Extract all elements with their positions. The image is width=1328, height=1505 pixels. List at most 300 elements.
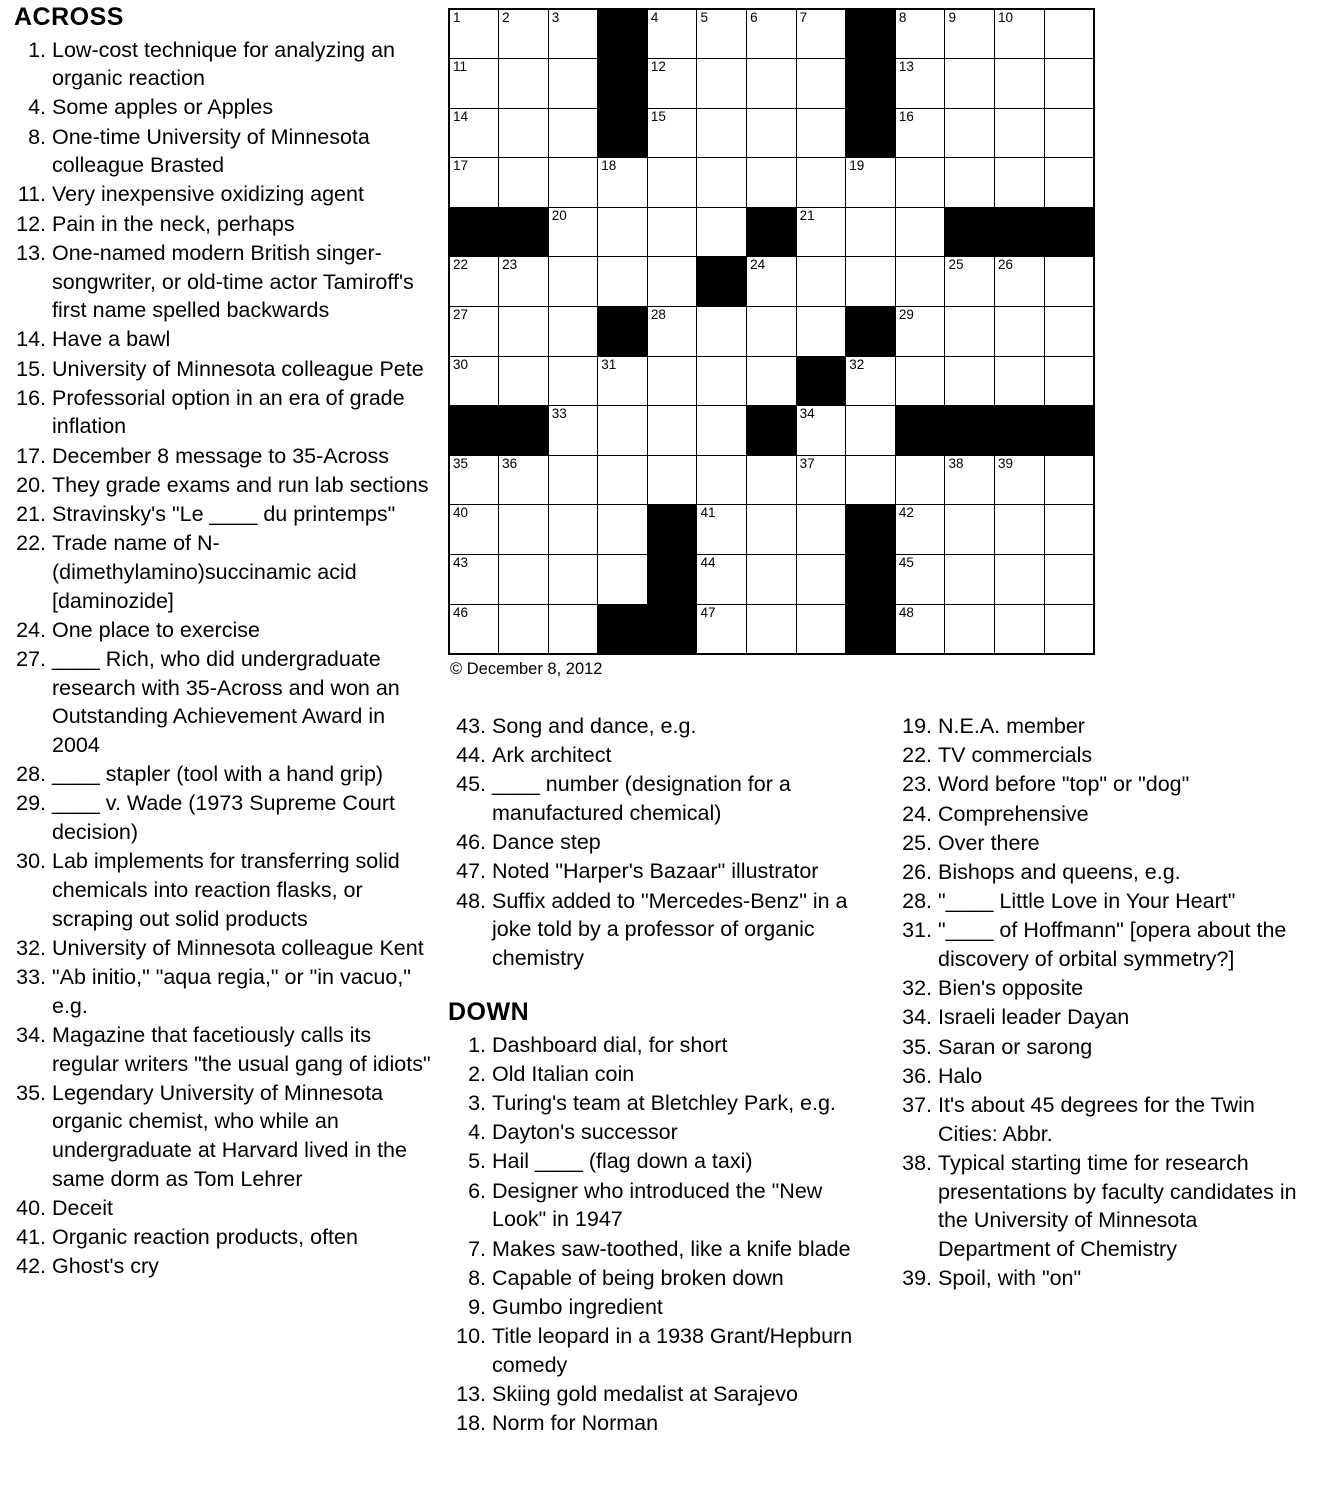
grid-row — [449, 307, 1094, 357]
grid-row — [449, 158, 1094, 208]
grid-cell[interactable] — [697, 555, 747, 605]
grid-cell[interactable] — [796, 108, 846, 158]
grid-cell[interactable] — [747, 108, 797, 158]
grid-row — [449, 59, 1094, 109]
clue-number: 36. — [902, 1063, 932, 1088]
grid-cell-block — [598, 59, 648, 109]
clue-number: 34. — [902, 1005, 932, 1030]
grid-cell[interactable] — [747, 505, 797, 555]
grid-cell[interactable] — [747, 356, 797, 406]
clue-number: 27. — [16, 646, 46, 671]
grid-cell[interactable] — [895, 9, 945, 59]
clue-text: One-time University of Minnesota colleague Brasted — [52, 124, 370, 178]
clue-text: Spoil, with "on" — [938, 1266, 1082, 1291]
grid-cell[interactable] — [598, 406, 648, 456]
clue-number: 5. — [468, 1149, 486, 1174]
grid-cell[interactable] — [796, 257, 846, 307]
clue-number: 26. — [902, 859, 932, 884]
clue-text: Some apples or Apples — [52, 95, 274, 120]
grid-cell-number: 37 — [799, 455, 815, 471]
grid-cell[interactable] — [499, 307, 549, 357]
grid-cell[interactable] — [895, 505, 945, 555]
grid-cell[interactable] — [449, 59, 499, 109]
grid-cell-block — [846, 108, 896, 158]
clue-item — [8, 36, 433, 93]
grid-cell[interactable] — [449, 604, 499, 654]
clue-text: Norm for Norman — [492, 1411, 659, 1436]
grid-cell[interactable] — [449, 9, 499, 59]
grid-cell[interactable] — [1044, 257, 1094, 307]
clue-number: 48. — [456, 888, 486, 913]
clue-item — [8, 789, 433, 846]
clue-number: 37. — [902, 1092, 932, 1117]
grid-cell[interactable] — [548, 356, 598, 406]
grid-cell[interactable] — [995, 455, 1045, 505]
grid-cell[interactable] — [747, 59, 797, 109]
grid-cell[interactable] — [499, 257, 549, 307]
grid-cell-number: 2 — [502, 10, 510, 25]
grid-cell[interactable] — [945, 9, 995, 59]
grid-cell[interactable] — [1044, 356, 1094, 406]
grid-cell[interactable] — [747, 9, 797, 59]
clue-item — [448, 712, 878, 741]
clue-text: Old Italian coin — [492, 1061, 635, 1086]
grid-cell[interactable] — [697, 9, 747, 59]
clue-item — [894, 1033, 1304, 1062]
grid-cell[interactable] — [796, 555, 846, 605]
grid-cell-number: 22 — [453, 257, 469, 273]
grid-cell[interactable] — [895, 257, 945, 307]
grid-cell[interactable] — [846, 158, 896, 208]
grid-cell[interactable] — [647, 158, 697, 208]
grid-cell[interactable] — [548, 455, 598, 505]
grid-cell[interactable] — [895, 207, 945, 257]
grid-cell[interactable] — [449, 108, 499, 158]
grid-cell-number: 15 — [650, 108, 666, 124]
clue-number: 44. — [456, 743, 486, 768]
down-clue-list-continued — [894, 712, 1304, 1293]
grid-cell[interactable] — [647, 356, 697, 406]
grid-cell-number: 28 — [650, 307, 666, 323]
clue-text: Dayton's successor — [492, 1120, 678, 1145]
grid-cell-number: 30 — [453, 356, 469, 372]
clue-item — [448, 1235, 878, 1264]
clue-number: 11. — [17, 182, 46, 207]
grid-cell[interactable] — [895, 59, 945, 109]
clue-item — [8, 1194, 433, 1223]
grid-cell-number: 40 — [453, 505, 469, 521]
clue-number: 28. — [902, 889, 932, 914]
grid-cell-number: 38 — [948, 455, 964, 471]
grid-cell[interactable] — [1044, 307, 1094, 357]
grid-cell[interactable] — [895, 307, 945, 357]
grid-cell[interactable] — [647, 406, 697, 456]
clue-item — [894, 1003, 1304, 1032]
grid-cell[interactable] — [1044, 59, 1094, 109]
grid-cell[interactable] — [1044, 158, 1094, 208]
grid-cell[interactable] — [796, 9, 846, 59]
grid-cell[interactable] — [995, 158, 1045, 208]
grid-cell-number: 45 — [898, 555, 914, 571]
clue-item — [894, 916, 1304, 973]
grid-cell[interactable] — [449, 307, 499, 357]
clue-text: Ark architect — [492, 743, 612, 768]
grid-cell[interactable] — [945, 356, 995, 406]
grid-cell-block — [846, 505, 896, 555]
clue-text: Low-cost technique for analyzing an organic reaction — [52, 37, 396, 91]
clue-text: Hail ____ (flag down a taxi) — [492, 1149, 753, 1174]
grid-cell[interactable] — [697, 108, 747, 158]
grid-cell[interactable] — [747, 307, 797, 357]
clue-item — [894, 770, 1304, 799]
grid-cell[interactable] — [945, 158, 995, 208]
grid-cell[interactable] — [846, 207, 896, 257]
grid-cell-number: 13 — [898, 59, 914, 75]
clue-number: 45. — [456, 772, 486, 797]
grid-cell[interactable] — [796, 207, 846, 257]
grid-cell-block — [449, 406, 499, 456]
clue-number: 35. — [16, 1080, 46, 1105]
clue-item — [8, 471, 433, 500]
grid-cell[interactable] — [796, 455, 846, 505]
down-clue-list — [448, 1031, 878, 1438]
grid-cell[interactable] — [449, 158, 499, 208]
clue-number: 8. — [468, 1265, 486, 1290]
clue-item — [894, 1062, 1304, 1091]
grid-cell-number: 46 — [453, 604, 469, 620]
grid-cell-block — [499, 207, 549, 257]
clue-item — [8, 529, 433, 615]
clue-text: Legendary University of Minnesota organic chemist, who while an undergraduate at Harvard lived in the same dorm as Tom Lehrer — [52, 1080, 407, 1191]
grid-cell[interactable] — [647, 257, 697, 307]
grid-cell[interactable] — [499, 9, 549, 59]
grid-cell[interactable] — [1044, 108, 1094, 158]
grid-cell[interactable] — [796, 406, 846, 456]
grid-cell[interactable] — [796, 158, 846, 208]
grid-cell-number: 25 — [948, 257, 964, 273]
grid-cell[interactable] — [1044, 455, 1094, 505]
grid-cell[interactable] — [945, 505, 995, 555]
clue-item — [894, 741, 1304, 770]
grid-cell-block — [499, 406, 549, 456]
clue-number: 42. — [16, 1254, 46, 1279]
clue-number: 24. — [16, 617, 46, 642]
column-spacer — [448, 973, 878, 999]
grid-cell[interactable] — [697, 406, 747, 456]
grid-cell[interactable] — [995, 505, 1045, 555]
grid-cell-block — [647, 604, 697, 654]
grid-cell[interactable] — [598, 455, 648, 505]
grid-cell-block — [945, 406, 995, 456]
clue-item — [448, 857, 878, 886]
grid-cell-block — [995, 406, 1045, 456]
clue-item — [448, 1264, 878, 1293]
grid-cell[interactable] — [548, 505, 598, 555]
clue-number: 46. — [456, 830, 486, 855]
grid-cell[interactable] — [1044, 604, 1094, 654]
grid-cell[interactable] — [697, 59, 747, 109]
grid-cell[interactable] — [697, 356, 747, 406]
grid-cell[interactable] — [499, 158, 549, 208]
clue-number: 24. — [902, 801, 932, 826]
grid-cell[interactable] — [796, 307, 846, 357]
grid-cell-number: 27 — [453, 307, 469, 323]
grid-cell[interactable] — [995, 307, 1045, 357]
clue-number: 31. — [902, 918, 932, 943]
clue-text: "____ of Hoffmann" [opera about the discovery of orbital symmetry?] — [938, 918, 1287, 971]
grid-cell[interactable] — [846, 455, 896, 505]
grid-cell[interactable] — [995, 108, 1045, 158]
grid-cell[interactable] — [895, 604, 945, 654]
grid-cell[interactable] — [499, 555, 549, 605]
clue-item — [894, 887, 1304, 916]
clue-number: 18. — [456, 1411, 486, 1436]
grid-row — [449, 505, 1094, 555]
grid-row — [449, 356, 1094, 406]
grid-cell[interactable] — [548, 59, 598, 109]
clue-item — [448, 1322, 878, 1379]
grid-cell[interactable] — [548, 555, 598, 605]
grid-cell[interactable] — [945, 604, 995, 654]
grid-cell-number: 35 — [453, 455, 469, 471]
grid-cell-block — [747, 207, 797, 257]
grid-cell-number: 29 — [898, 307, 914, 323]
clue-item — [448, 1380, 878, 1409]
clue-text: ____ v. Wade (1973 Supreme Court decision) — [52, 791, 395, 845]
clue-item — [448, 1293, 878, 1322]
grid-cell[interactable] — [647, 207, 697, 257]
grid-cell[interactable] — [945, 555, 995, 605]
clue-text: Noted "Harper's Bazaar" illustrator — [492, 859, 819, 884]
grid-cell[interactable] — [945, 257, 995, 307]
clue-text: Lab implements for transferring solid chemicals into reaction flasks, or scraping out solid products — [52, 849, 400, 931]
clue-text: December 8 message to 35-Across — [52, 443, 389, 468]
grid-cell[interactable] — [995, 555, 1045, 605]
across-clue-list-continued — [448, 712, 878, 973]
clue-number: 38. — [902, 1150, 932, 1175]
clue-number: 17. — [16, 443, 46, 468]
clue-item — [894, 1091, 1304, 1148]
grid-cell-block — [449, 207, 499, 257]
clue-number: 22. — [902, 743, 932, 768]
grid-cell[interactable] — [598, 207, 648, 257]
grid-cell[interactable] — [995, 59, 1045, 109]
grid-cell[interactable] — [697, 158, 747, 208]
clue-text: It's about 45 degrees for the Twin Cities: Abbr. — [938, 1092, 1255, 1146]
grid-cell[interactable] — [1044, 555, 1094, 605]
grid-cell-number: 1 — [453, 10, 461, 25]
clue-number: 40. — [16, 1196, 46, 1220]
grid-cell-block — [598, 9, 648, 59]
grid-cell[interactable] — [846, 257, 896, 307]
grid-cell[interactable] — [895, 158, 945, 208]
clue-text: Ghost's cry — [52, 1254, 159, 1279]
grid-cell-number: 47 — [700, 604, 716, 620]
grid-cell-number: 36 — [502, 455, 518, 471]
grid-cell[interactable] — [995, 9, 1045, 59]
grid-cell[interactable] — [647, 455, 697, 505]
grid-cell[interactable] — [598, 257, 648, 307]
clue-text: Suffix added to "Mercedes-Benz" in a joke told by a professor of organic chemistry — [492, 888, 848, 970]
grid-cell-number: 10 — [998, 10, 1014, 25]
clue-number: 7. — [468, 1236, 486, 1261]
clue-item — [448, 1118, 878, 1147]
grid-row — [449, 207, 1094, 257]
grid-cell-block — [598, 604, 648, 654]
grid-cell[interactable] — [548, 257, 598, 307]
grid-cell[interactable] — [895, 356, 945, 406]
grid-cell[interactable] — [598, 356, 648, 406]
grid-cell[interactable] — [995, 604, 1045, 654]
clue-number: 33. — [16, 965, 46, 989]
clue-item — [8, 1021, 433, 1078]
grid-cell-number: 16 — [898, 108, 914, 124]
clue-number: 29. — [16, 791, 46, 816]
grid-cell-number: 3 — [551, 10, 560, 25]
clue-text: Skiing gold medalist at Sarajevo — [492, 1381, 798, 1406]
grid-cell[interactable] — [945, 108, 995, 158]
grid-cell[interactable] — [548, 158, 598, 208]
grid-cell[interactable] — [598, 158, 648, 208]
grid-cell[interactable] — [499, 455, 549, 505]
grid-cell[interactable] — [895, 108, 945, 158]
lower-columns — [448, 712, 1320, 1438]
clue-text: Bishops and queens, e.g. — [938, 859, 1181, 884]
grid-cell[interactable] — [846, 406, 896, 456]
grid-row — [449, 406, 1094, 456]
grid-cell[interactable] — [499, 108, 549, 158]
grid-cell-number: 44 — [700, 555, 716, 571]
grid-cell[interactable] — [449, 455, 499, 505]
clue-item — [8, 384, 433, 441]
grid-cell-block — [796, 356, 846, 406]
clue-text: Stravinsky's "Le ____ du printemps" — [52, 502, 396, 526]
clue-text: One-named modern British singer-songwriter, or old-time actor Tamiroff's first name spelled backwards — [52, 240, 414, 323]
clue-text: Trade name of N-(dimethylamino)succinamic acid [daminozide] — [52, 531, 357, 613]
grid-cell[interactable] — [548, 307, 598, 357]
clue-item — [8, 180, 433, 209]
clue-number: 23. — [902, 772, 932, 797]
grid-cell[interactable] — [796, 505, 846, 555]
clue-number: 10. — [456, 1324, 486, 1349]
grid-cell[interactable] — [647, 108, 697, 158]
clue-item — [448, 770, 878, 827]
grid-cell-number: 17 — [453, 158, 469, 174]
clue-text: Have a bawl — [52, 327, 171, 352]
grid-cell[interactable] — [796, 604, 846, 654]
grid-cell[interactable] — [499, 505, 549, 555]
grid-cell[interactable] — [548, 207, 598, 257]
clue-text: Comprehensive — [938, 801, 1089, 826]
grid-cell[interactable] — [945, 307, 995, 357]
grid-cell[interactable] — [449, 555, 499, 605]
grid-cell-number: 33 — [551, 406, 567, 422]
grid-cell[interactable] — [499, 59, 549, 109]
clue-number: 3. — [468, 1091, 486, 1116]
across-heading: ACROSS — [14, 3, 124, 31]
grid-cell[interactable] — [499, 604, 549, 654]
grid-cell[interactable] — [449, 505, 499, 555]
grid-cell[interactable] — [1044, 9, 1094, 59]
grid-cell[interactable] — [697, 604, 747, 654]
clue-number: 9. — [468, 1294, 486, 1319]
grid-cell[interactable] — [647, 307, 697, 357]
grid-cell[interactable] — [945, 59, 995, 109]
clue-item — [8, 355, 433, 384]
grid-cell[interactable] — [747, 555, 797, 605]
grid-cell[interactable] — [548, 108, 598, 158]
grid-cell-number: 5 — [700, 10, 708, 25]
clue-text: Dashboard dial, for short — [492, 1032, 728, 1057]
clue-item — [8, 934, 433, 963]
clue-item — [8, 760, 433, 789]
grid-cell[interactable] — [1044, 505, 1094, 555]
clue-number: 25. — [902, 830, 932, 855]
clue-item — [894, 974, 1304, 1003]
clue-item — [8, 847, 433, 933]
grid-cell[interactable] — [895, 555, 945, 605]
grid-cell[interactable] — [697, 455, 747, 505]
grid-cell[interactable] — [846, 356, 896, 406]
clue-text: They grade exams and run lab sections — [52, 472, 429, 497]
grid-cell[interactable] — [598, 505, 648, 555]
grid-cell-number: 24 — [750, 257, 766, 273]
grid-area — [448, 8, 1108, 679]
grid-cell[interactable] — [647, 59, 697, 109]
clue-text: ____ Rich, who did undergraduate research with 35-Across and won an Outstanding Achievement Award in 2004 — [52, 646, 400, 757]
clue-number: 20. — [16, 472, 46, 497]
grid-cell[interactable] — [548, 406, 598, 456]
grid-cell-number: 6 — [750, 10, 758, 25]
clue-text: Halo — [938, 1063, 983, 1088]
grid-cell[interactable] — [449, 356, 499, 406]
grid-cell[interactable] — [995, 356, 1045, 406]
clue-item — [448, 1089, 878, 1118]
grid-cell[interactable] — [747, 158, 797, 208]
grid-cell[interactable] — [697, 307, 747, 357]
grid-cell-block — [945, 207, 995, 257]
clue-item — [448, 1060, 878, 1089]
clue-number: 39. — [902, 1266, 932, 1291]
grid-cell[interactable] — [747, 604, 797, 654]
grid-cell[interactable] — [598, 555, 648, 605]
grid-cell[interactable] — [449, 257, 499, 307]
grid-cell[interactable] — [548, 604, 598, 654]
clue-text: ____ number (designation for a manufactured chemical) — [492, 772, 791, 826]
across-continued-and-down-column — [448, 712, 878, 1438]
grid-cell[interactable] — [796, 59, 846, 109]
grid-cell[interactable] — [747, 257, 797, 307]
grid-cell[interactable] — [747, 455, 797, 505]
grid-cell-block — [1044, 406, 1094, 456]
clue-text: Very inexpensive oxidizing agent — [52, 182, 364, 207]
clue-text: Makes saw-toothed, like a knife blade — [492, 1236, 851, 1261]
clue-text: Organic reaction products, often — [52, 1225, 358, 1250]
grid-cell[interactable] — [995, 257, 1045, 307]
clue-item — [8, 645, 433, 760]
grid-cell[interactable] — [895, 455, 945, 505]
crossword-grid[interactable] — [448, 8, 1095, 655]
grid-cell[interactable] — [647, 9, 697, 59]
grid-cell[interactable] — [499, 356, 549, 406]
grid-cell[interactable] — [945, 455, 995, 505]
clue-text: Pain in the neck, perhaps — [52, 211, 295, 236]
grid-cell-number: 34 — [799, 406, 815, 422]
grid-cell-number: 39 — [998, 455, 1014, 471]
grid-cell[interactable] — [697, 207, 747, 257]
grid-cell[interactable] — [697, 505, 747, 555]
grid-cell[interactable] — [548, 9, 598, 59]
